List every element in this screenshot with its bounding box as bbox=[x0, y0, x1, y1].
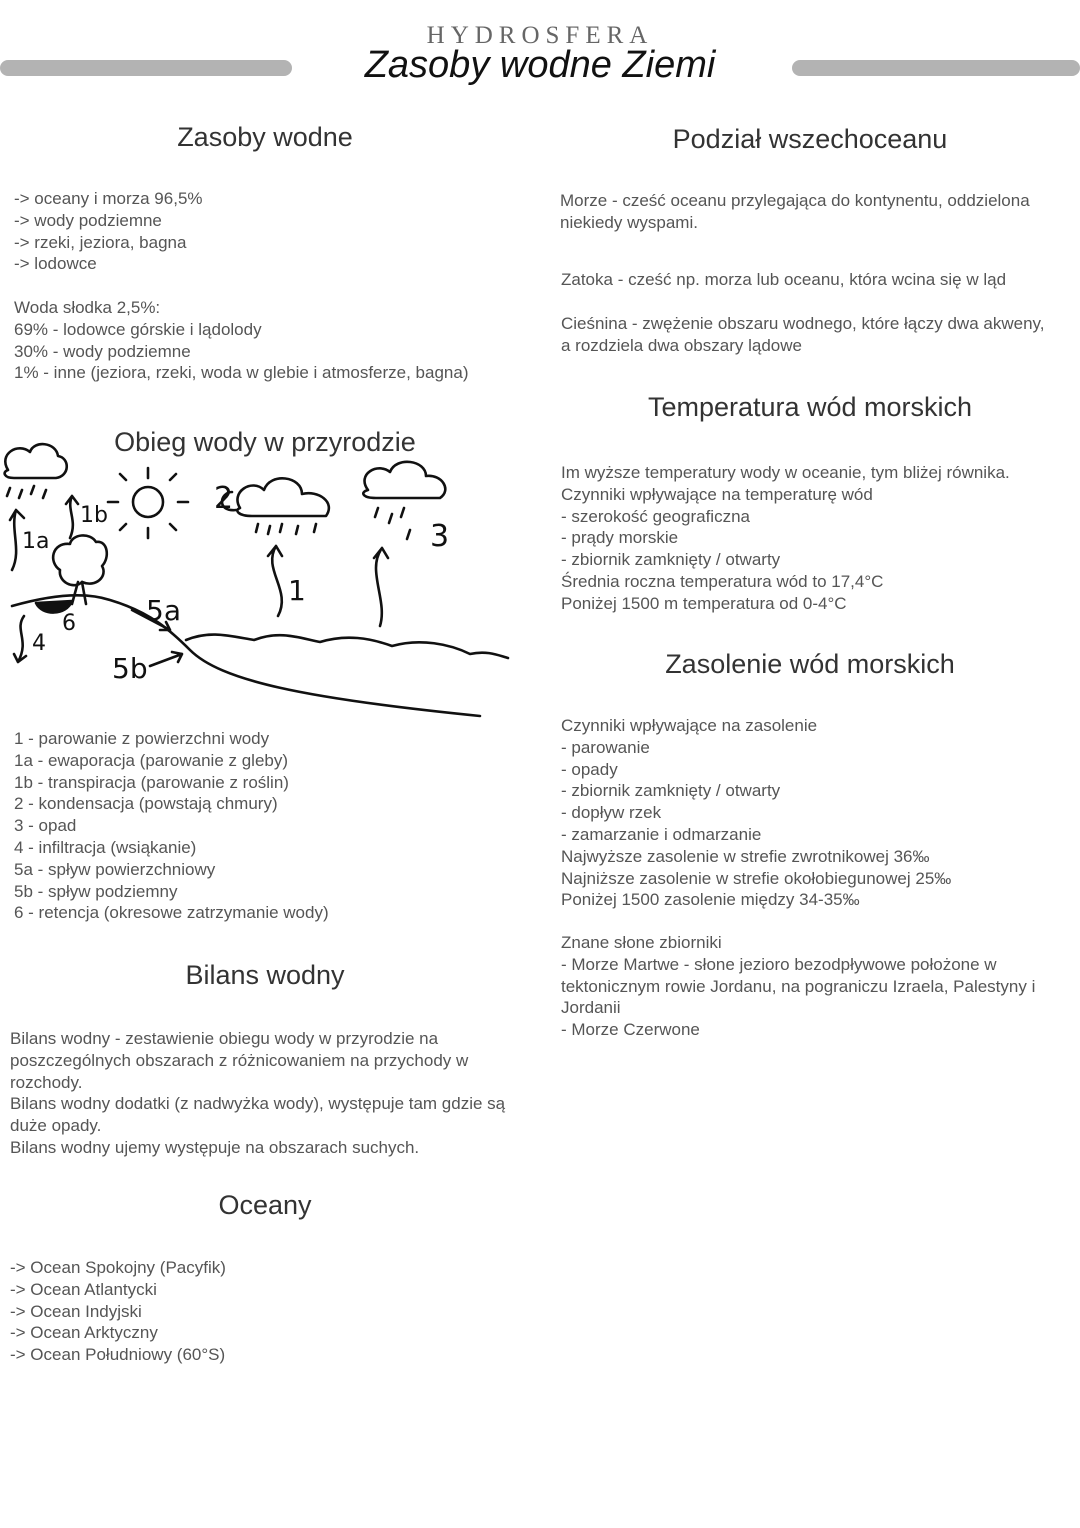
text-line: - zamarzanie i odmarzanie bbox=[561, 824, 762, 844]
list-item: -> oceany i morza 96,5% bbox=[14, 189, 203, 208]
rain-icon bbox=[375, 508, 410, 539]
zasoby-list bbox=[14, 188, 203, 275]
text-line: Średnia roczna temperatura wód to 17,4°C bbox=[561, 571, 884, 591]
list-item: -> Ocean Indyjski bbox=[10, 1301, 142, 1321]
podzial-zatoka: Zatoka - cześć np. morza lub oceanu, która wcina się w ląd bbox=[561, 270, 1007, 289]
water-cycle-diagram bbox=[0, 440, 520, 730]
legend-item: 1a - ewaporacja (parowanie z gleby) bbox=[14, 750, 289, 770]
known-item: - Morze Martwe - słone jezioro bezodpływowe położone w tektonicznym rowie Jordanu, na pograniczu Izraela, Palestyny i Jordanii bbox=[561, 954, 1036, 1018]
fresh-water bbox=[14, 297, 484, 384]
arrow-1b-icon bbox=[66, 496, 78, 538]
bilans-p1: Bilans wodny - zestawienie obiegu wody w przyrodzie na poszczególnych obszarach z różnicowaniem na przychody w rozchody. bbox=[10, 1029, 469, 1092]
text-line: Czynniki wpływające na zasolenie bbox=[561, 716, 818, 735]
text-line: - zbiornik zamknięty / otwarty bbox=[561, 550, 781, 570]
obieg-heading: Obieg wody w przyrodzie bbox=[114, 427, 416, 457]
page-kicker: HYDROSFERA bbox=[426, 22, 654, 49]
obieg-legend bbox=[14, 728, 329, 924]
water-surface bbox=[186, 635, 508, 658]
label-2: 2 bbox=[214, 481, 234, 516]
bilans-p2: Bilans wodny dodatki (z nadwyżka wody), występuje tam gdzie są duże opady. bbox=[10, 1094, 506, 1136]
label-5a: 5a bbox=[146, 594, 181, 627]
text-line: Poniżej 1500 m temperatura od 0-4°C bbox=[561, 593, 847, 613]
label-1b: 1b bbox=[80, 503, 108, 528]
legend-item: 1 - parowanie z powierzchni wody bbox=[14, 729, 270, 748]
temperatura-heading: Temperatura wód morskich bbox=[647, 392, 973, 422]
arrow-5b-icon bbox=[150, 652, 182, 666]
legend-item: 5a - spływ powierzchniowy bbox=[14, 859, 216, 879]
legend-item: 5b - spływ podziemny bbox=[14, 881, 178, 901]
label-3: 3 bbox=[430, 519, 450, 554]
arrow-1-icon bbox=[268, 546, 282, 616]
arrow-4-icon bbox=[14, 616, 26, 662]
podzial-heading: Podział wszechoceanu bbox=[672, 124, 948, 154]
bilans-heading: Bilans wodny bbox=[185, 960, 345, 990]
label-6: 6 bbox=[62, 611, 76, 636]
rain-icon bbox=[7, 486, 46, 498]
sun-icon bbox=[133, 487, 163, 517]
legend-item: 2 - kondensacja (powstają chmury) bbox=[14, 794, 278, 814]
known-item: - Morze Czerwone bbox=[561, 1020, 700, 1040]
legend-item: 6 - retencja (okresowe zatrzymanie wody) bbox=[14, 903, 329, 923]
oceany-heading: Oceany bbox=[218, 1190, 312, 1220]
list-item: -> Ocean Atlantycki bbox=[10, 1279, 157, 1299]
label-1: 1 bbox=[288, 574, 306, 607]
list-item: -> Ocean Południowy (60°S) bbox=[10, 1345, 226, 1365]
known-reservoirs bbox=[561, 932, 1061, 1041]
list-item: 30% - wody podziemne bbox=[14, 341, 191, 361]
cloud-icon bbox=[363, 462, 445, 498]
cloud-icon bbox=[237, 478, 329, 516]
zasolenie-heading: Zasolenie wód morskich bbox=[665, 649, 955, 679]
text-line: Im wyższe temperatury wody w oceanie, tym bliżej równika. bbox=[561, 463, 1010, 482]
known-title: Znane słone zbiorniki bbox=[561, 933, 722, 952]
text-line: - opady bbox=[561, 759, 618, 779]
list-item: -> wody podziemne bbox=[14, 210, 162, 230]
legend-item: 3 - opad bbox=[14, 816, 77, 836]
fresh-title: Woda słodka 2,5%: bbox=[14, 298, 161, 317]
text-line: Najniższe zasolenie w strefie okołobiegunowej 25‰ bbox=[561, 868, 952, 888]
list-item: 69% - lodowce górskie i lądolody bbox=[14, 319, 262, 339]
bilans-text bbox=[10, 1028, 510, 1159]
list-item: 1% - inne (jeziora, rzeki, woda w glebie i atmosferze, bagna) bbox=[14, 363, 469, 383]
temperatura-text bbox=[561, 462, 1010, 615]
text-line: Poniżej 1500 zasolenie między 34-35‰ bbox=[561, 890, 860, 910]
text-line: - dopływ rzek bbox=[561, 803, 662, 823]
list-item: -> lodowce bbox=[14, 254, 97, 274]
text-line: - parowanie bbox=[561, 737, 650, 757]
zasolenie-text bbox=[561, 715, 951, 911]
text-line: Najwyższe zasolenie w strefie zwrotnikowej 36‰ bbox=[561, 846, 930, 866]
list-item: -> Ocean Spokojny (Pacyfik) bbox=[10, 1258, 226, 1277]
page-title: Zasoby wodne Ziemi bbox=[364, 44, 716, 86]
podzial-morze: Morze - cześć oceanu przylegająca do kontynentu, oddzielona niekiedy wyspami. bbox=[560, 191, 1030, 232]
label-5b: 5b bbox=[112, 652, 148, 685]
tree-icon bbox=[53, 535, 107, 585]
text-line: Czynniki wpływające na temperaturę wód bbox=[561, 484, 873, 504]
label-1a: 1a bbox=[22, 529, 50, 554]
legend-item: 1b - transpiracja (parowanie z roślin) bbox=[14, 772, 289, 792]
list-item: -> rzeki, jeziora, bagna bbox=[14, 232, 187, 252]
legend-item: 4 - infiltracja (wsiąkanie) bbox=[14, 837, 197, 857]
ground-line bbox=[12, 595, 480, 716]
text-line: - zbiornik zamknięty / otwarty bbox=[561, 781, 781, 801]
list-item: -> Ocean Arktyczny bbox=[10, 1323, 158, 1343]
zasoby-heading: Zasoby wodne bbox=[177, 122, 353, 152]
text-line: - prądy morskie bbox=[561, 528, 679, 548]
podzial-ciesnina: Cieśnina - zwężenie obszaru wodnego, które łączy dwa akweny, a rozdziela dwa obszary lądowe bbox=[561, 314, 1045, 355]
text-line: - szerokość geograficzna bbox=[561, 506, 750, 526]
oceany-list bbox=[10, 1257, 226, 1366]
label-4: 4 bbox=[32, 631, 46, 656]
bilans-p3: Bilans wodny ujemy występuje na obszarach suchych. bbox=[10, 1137, 420, 1157]
cloud-icon bbox=[5, 444, 67, 478]
arrow-evap-icon bbox=[374, 548, 388, 626]
